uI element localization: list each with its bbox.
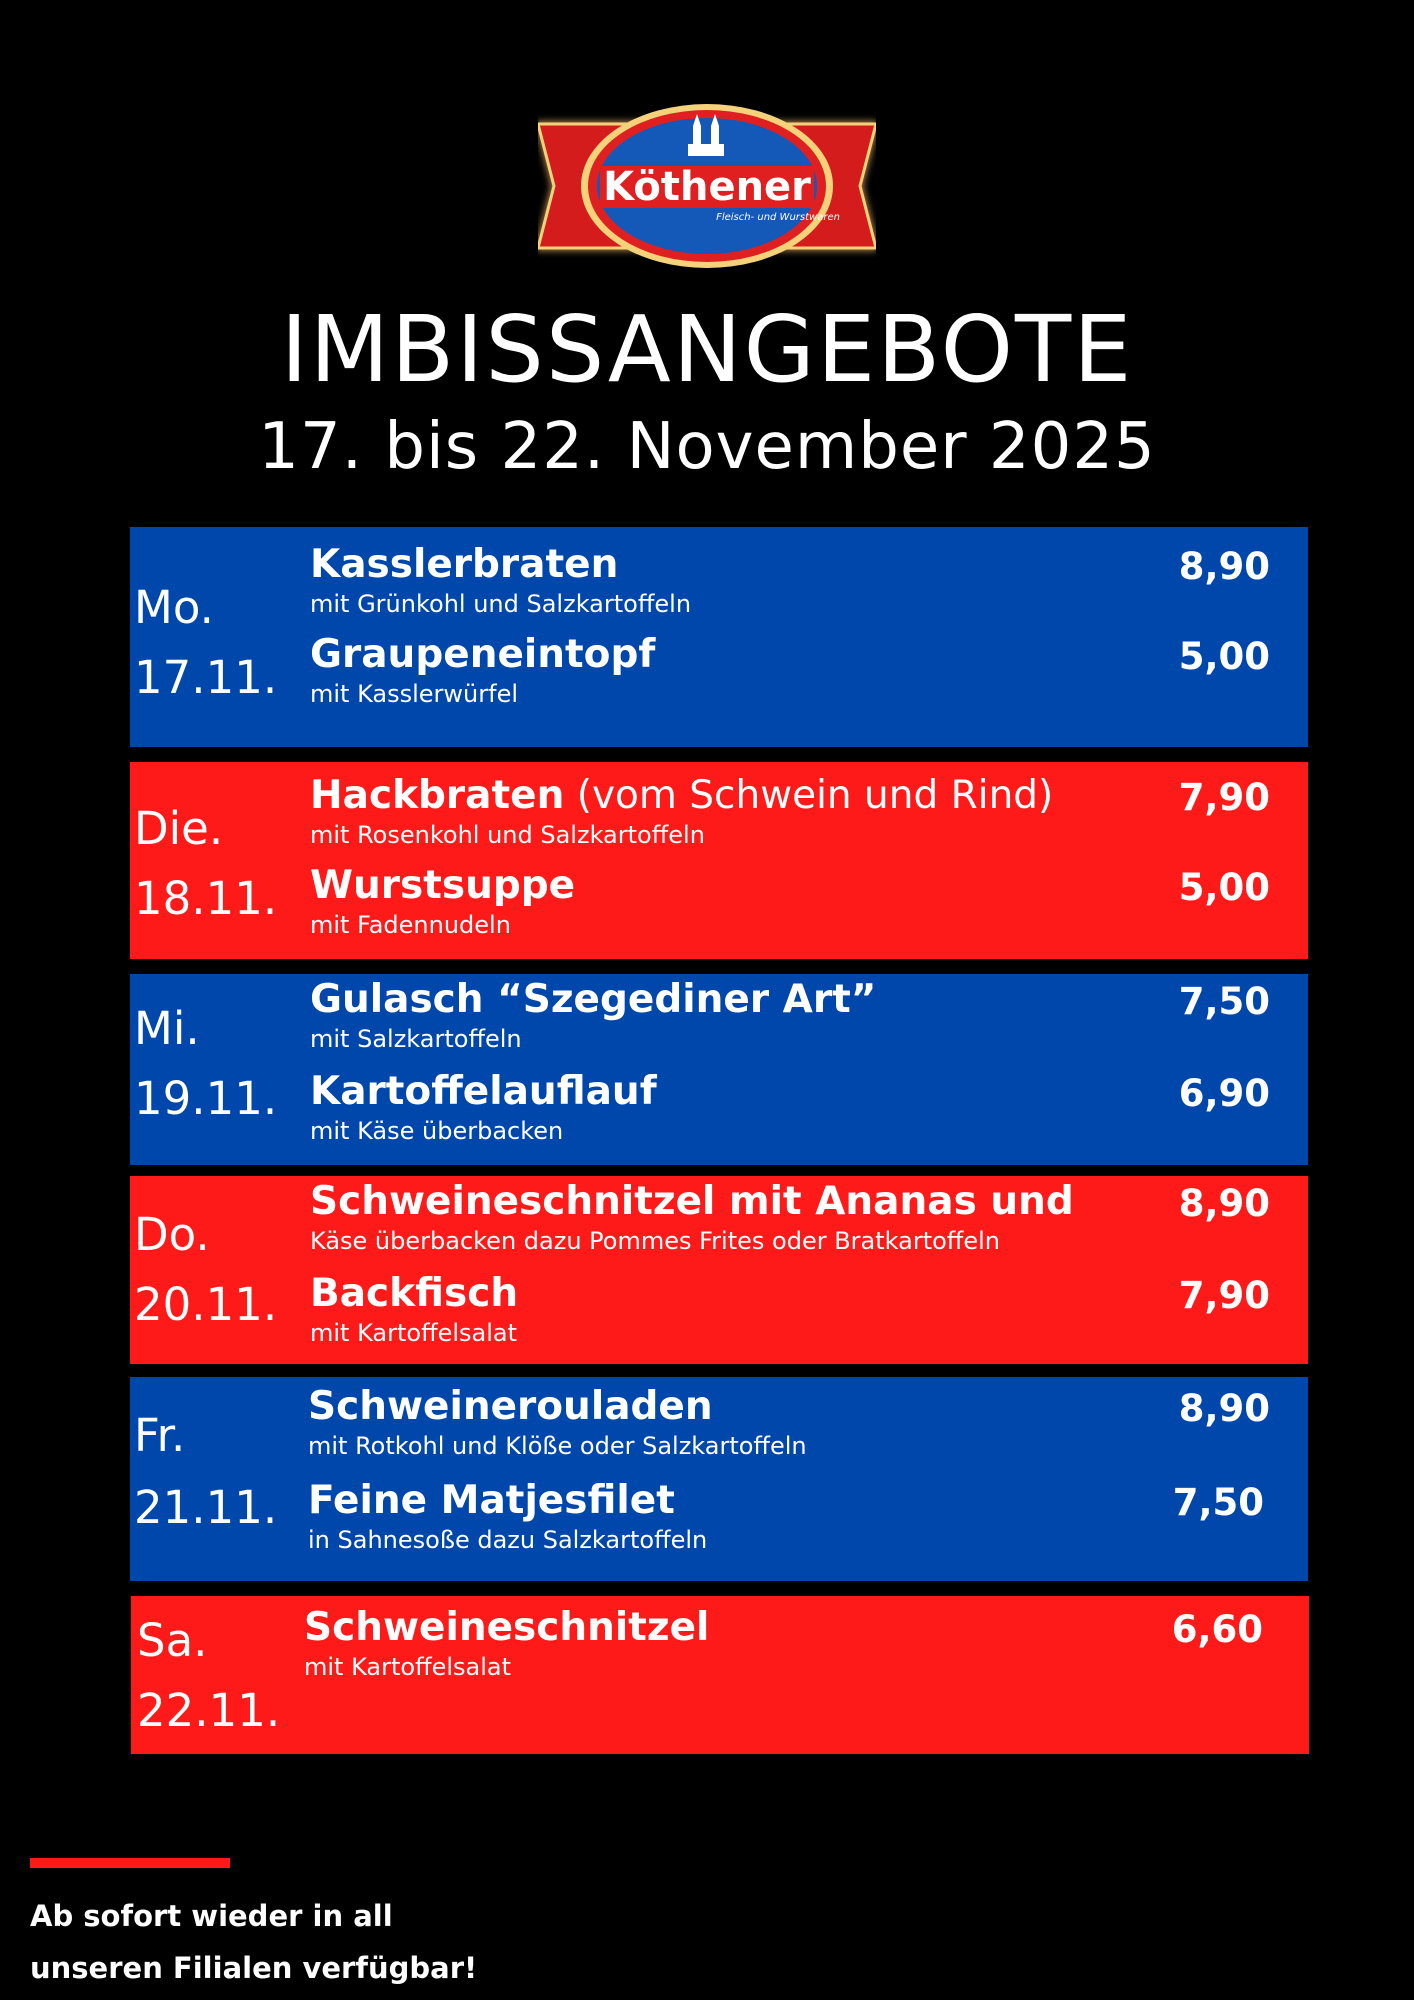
dish-name: Backfisch [310, 1271, 519, 1316]
day-block-tuesday [130, 762, 1308, 959]
day-name: Fr. [134, 1409, 186, 1462]
dish-item [310, 542, 1278, 619]
dish-price: 7,90 [1178, 776, 1270, 819]
dish-description: mit Rosenkohl und Salzkartoffeln [310, 820, 705, 849]
dish-item [310, 773, 1278, 850]
day-date: 20.11. [134, 1278, 278, 1331]
dish-price: 8,90 [1178, 545, 1270, 588]
dish-item [308, 1478, 1278, 1555]
day-block-thursday [130, 1176, 1308, 1364]
dish-item [310, 1179, 1278, 1256]
dish-name: Hackbraten [310, 773, 565, 818]
dish-price: 8,90 [1178, 1387, 1270, 1430]
dish-name: Wurstsuppe [310, 863, 576, 908]
dish-item [304, 1605, 1279, 1682]
logo-brand: Köthener [603, 164, 811, 210]
day-date: 17.11. [134, 651, 278, 704]
day-date: 22.11. [137, 1684, 281, 1737]
dish-description: Käse überbacken dazu Pommes Frites oder Bratkartoffeln [310, 1226, 1000, 1255]
dish-item [310, 863, 1278, 940]
footer-line-1: Ab sofort wieder in all [30, 1899, 393, 1933]
dish-description: mit Fadennudeln [310, 910, 511, 939]
day-name: Do. [134, 1208, 210, 1261]
day-block-monday [130, 527, 1308, 747]
day-date: 19.11. [134, 1072, 278, 1125]
logo-tagline: Fleisch- und Wurstwaren [716, 212, 840, 223]
dish-item [310, 632, 1278, 709]
dish-price: 5,00 [1178, 866, 1270, 909]
dish-item [310, 1069, 1278, 1146]
dish-item [310, 977, 1278, 1054]
day-name: Die. [134, 802, 224, 855]
dish-description: mit Kasslerwürfel [310, 679, 519, 708]
day-date: 18.11. [134, 872, 278, 925]
dish-description: mit Grünkohl und Salzkartoffeln [310, 589, 692, 618]
dish-price: 7,50 [1178, 980, 1270, 1023]
dish-description: mit Kartoffelsalat [310, 1318, 518, 1347]
dish-name: Schweinerouladen [308, 1384, 713, 1429]
day-block-saturday [131, 1596, 1309, 1754]
dish-price: 6,60 [1171, 1608, 1263, 1651]
day-date: 21.11. [134, 1481, 278, 1534]
dish-price: 8,90 [1178, 1182, 1270, 1225]
footer-note [30, 1890, 477, 1994]
dish-name: Kasslerbraten [310, 542, 619, 587]
dish-description: mit Rotkohl und Klöße oder Salzkartoffeln [308, 1431, 807, 1460]
dish-description: in Sahnesoße dazu Salzkartoffeln [308, 1525, 708, 1554]
day-block-wednesday [130, 974, 1308, 1165]
dish-item [310, 1271, 1278, 1348]
day-name: Mo. [134, 581, 214, 634]
day-name: Mi. [134, 1002, 200, 1055]
dish-name: Gulasch “Szegediner Art” [310, 977, 877, 1022]
koethener-logo [538, 100, 876, 272]
date-range: 17. bis 22. November 2025 [258, 410, 1156, 484]
dish-name: Schweineschnitzel mit Ananas und [310, 1179, 1074, 1224]
dish-name-extra: (vom Schwein und Rind) [564, 773, 1054, 818]
dish-price: 7,50 [1172, 1481, 1264, 1524]
dish-name: Feine Matjesfilet [308, 1478, 675, 1523]
dish-description: mit Salzkartoffeln [310, 1024, 522, 1053]
dish-price: 6,90 [1178, 1072, 1270, 1115]
dish-name: Graupeneintopf [310, 632, 656, 677]
dish-name: Kartoffelauflauf [310, 1069, 657, 1114]
dish-description: mit Kartoffelsalat [304, 1652, 512, 1681]
dish-name: Schweineschnitzel [304, 1605, 710, 1650]
footer-line-2: unseren Filialen verfügbar! [30, 1951, 478, 1985]
dish-price: 7,90 [1178, 1274, 1270, 1317]
dish-description: mit Käse überbacken [310, 1116, 564, 1145]
dish-price: 5,00 [1178, 635, 1270, 678]
page-title: IMBISSANGEBOTE [280, 296, 1134, 403]
dish-item [308, 1384, 1278, 1461]
footer-accent-bar [30, 1858, 230, 1868]
day-block-friday [130, 1377, 1308, 1581]
day-name: Sa. [137, 1614, 208, 1667]
